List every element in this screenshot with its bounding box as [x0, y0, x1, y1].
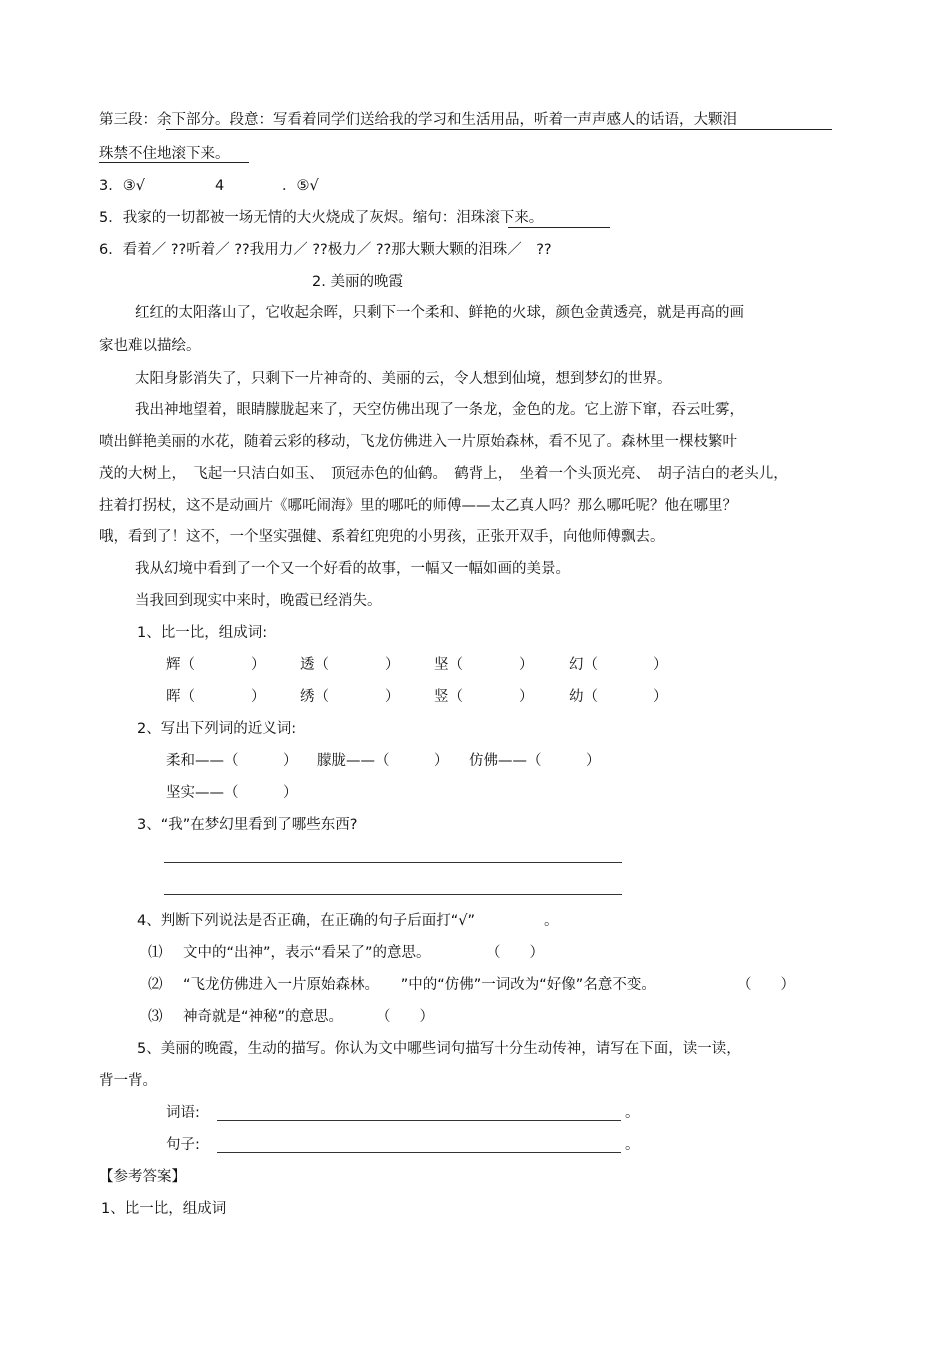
passage-line: 拄着打拐杖，这不是动画片《哪吒闹海》里的哪吒的师傅——太乙真人吗？那么哪吒呢？他在哪里？	[99, 498, 737, 514]
q1-word: 绣（	[300, 689, 329, 705]
q1-word: 幼（	[569, 689, 598, 705]
q1-word: 幻（	[569, 657, 598, 673]
q1-word: 竖（	[434, 689, 463, 705]
q2-word: 坚实——（	[166, 785, 239, 801]
q5-end: 。	[625, 1105, 640, 1121]
answer-3a: 3．③√	[99, 178, 145, 194]
passage-line: 当我回到现实中来时，晚霞已经消失。	[135, 593, 382, 609]
q1-paren[interactable]: ）	[385, 689, 400, 705]
question-2-title: 2、写出下列词的近义词:	[137, 721, 297, 737]
q1-paren[interactable]: ）	[519, 689, 534, 705]
q1-paren[interactable]: ）	[251, 689, 266, 705]
answer-line[interactable]	[164, 894, 622, 895]
q4-item-paren[interactable]: （ ）	[376, 1009, 434, 1025]
passage-line: 喷出鲜艳美丽的水花，随着云彩的移动，飞龙仿佛进入一片原始森林，看不见了。森林里一棵枝繁叶	[99, 434, 737, 450]
question-4-title: 4、判断下列说法是否正确，在正确的句子后面打“√”	[137, 913, 475, 929]
q1-paren[interactable]: ）	[385, 657, 400, 673]
q2-paren[interactable]: ）	[434, 753, 449, 769]
question-3-title: 3、“我”在梦幻里看到了哪些东西?	[137, 817, 358, 833]
segment3-line1: 第三段：余下部分。段意：写看着同学们送给我的学习和生活用品，听着一声声感人的话语，大颗泪	[99, 112, 737, 128]
question-5-line2: 背一背。	[99, 1073, 157, 1089]
q4-item-number: ⑴	[148, 945, 163, 961]
passage-line: 我从幻境中看到了一个又一个好看的故事，一幅又一幅如画的美景。	[135, 561, 570, 577]
q4-item-paren[interactable]: （ ）	[737, 977, 795, 993]
q2-paren[interactable]: ）	[586, 753, 601, 769]
q2-paren[interactable]: ）	[283, 785, 298, 801]
q2-word: 朦胧——（	[317, 753, 390, 769]
sentence-answer-line[interactable]	[217, 1152, 621, 1153]
passage-line: 家也难以描绘。	[99, 338, 201, 354]
q1-word: 透（	[300, 657, 329, 673]
answer-3c: ．⑤√	[282, 178, 319, 194]
answer-key-1: 1、比一比，组成词	[101, 1201, 227, 1217]
q1-word: 晖（	[166, 689, 195, 705]
q4-item-number: ⑵	[148, 977, 163, 993]
q2-word: 柔和——（	[166, 753, 239, 769]
answer-3b: 4	[215, 178, 225, 194]
q4-item-number: ⑶	[148, 1009, 163, 1025]
q4-item-text: 文中的“出神”，表示“看呆了”的意思。	[183, 945, 431, 961]
underline	[99, 162, 249, 163]
passage-title: 2. 美丽的晚霞	[312, 274, 403, 290]
q2-paren[interactable]: ）	[283, 753, 298, 769]
q1-paren[interactable]: ）	[251, 657, 266, 673]
q1-paren[interactable]: ）	[653, 657, 668, 673]
q1-paren[interactable]: ）	[519, 657, 534, 673]
q1-word: 辉（	[166, 657, 195, 673]
q5-end: 。	[625, 1137, 640, 1153]
passage-line: 太阳身影消失了，只剩下一片神奇的、美丽的云，令人想到仙境，想到梦幻的世界。	[135, 371, 672, 387]
underline	[508, 227, 610, 228]
answer-line[interactable]	[164, 862, 622, 863]
q5-sentence-label: 句子:	[166, 1137, 200, 1153]
q2-word: 仿佛——（	[469, 753, 542, 769]
q4-item-paren[interactable]: （ ）	[486, 945, 544, 961]
answer-6: 6．看着／ ??听着／ ??我用力／ ??极力／ ??那大颗大颗的泪珠／ ??	[99, 242, 552, 258]
passage-line: 我出神地望着，眼睛朦胧起来了，天空仿佛出现了一条龙，金色的龙。它上游下窜，吞云吐雾，	[135, 402, 744, 418]
word-answer-line[interactable]	[217, 1120, 621, 1121]
q5-word-label: 词语:	[166, 1105, 200, 1121]
question-1-title: 1、比一比，组成词:	[137, 625, 268, 641]
question-5-line1: 5、美丽的晚霞，生动的描写。你认为文中哪些词句描写十分生动传神，请写在下面，读一读，	[137, 1041, 741, 1057]
passage-line: 茂的大树上， 飞起一只洁白如玉、 顶冠赤色的仙鹤。 鹤背上， 坐着一个头顶光亮、 胡子洁白的老头儿，	[99, 466, 788, 482]
q4-item-text: 神奇就是“神秘”的意思。	[183, 1009, 344, 1025]
q1-paren[interactable]: ）	[653, 689, 668, 705]
q4-item-text: “飞龙仿佛进入一片原始森林。 ”中的“仿佛”一词改为“好像”名意不变。	[183, 977, 656, 993]
answer-key-header: 【参考答案】	[99, 1169, 186, 1185]
q1-word: 坚（	[434, 657, 463, 673]
answer-5: 5．我家的一切都被一场无情的大火烧成了灰烬。缩句：泪珠滚下来。	[99, 210, 544, 226]
passage-line: 哦，看到了！这不，一个坚实强健、系着红兜兜的小男孩，正张开双手，向他师傅飘去。	[99, 529, 665, 545]
underline	[166, 129, 832, 130]
passage-line: 红红的太阳落山了，它收起余晖，只剩下一个柔和、鲜艳的火球，颜色金黄透亮，就是再高的画	[135, 305, 744, 321]
segment3-line2: 珠禁不住地滚下来。	[99, 146, 230, 162]
question-4-end: 。	[544, 913, 559, 929]
